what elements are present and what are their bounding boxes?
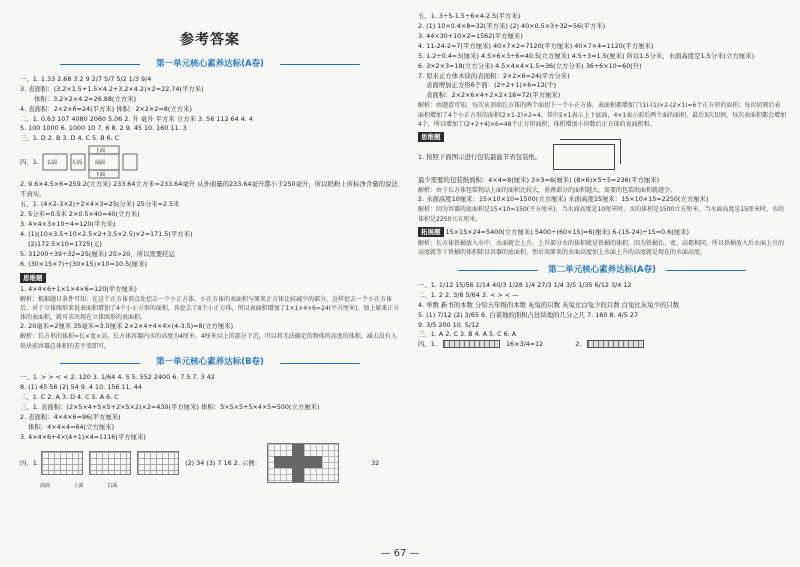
answer-line-figure [418, 224, 786, 239]
answer-line: 1. 4×4×6+1×1×4×6=120(平方厘米) [20, 284, 137, 293]
bar-figure [443, 340, 500, 348]
answer-line: 4. 表面积：2×2×6=24(平方米) 体积：2×2×2=8(立方米) [20, 104, 192, 113]
answer-line: 5. (1) 7/12 (2) 3/65 6. 白菜地的面积占这块地的几分之几 7. 160 8. 4/5 27 [418, 310, 639, 319]
grid-caption: 上面 [73, 482, 84, 489]
answer-line: 5. 100 1000 6. 1000 10 7. 6 8. 2 9. 45 10. 160 11. 3 [20, 124, 187, 133]
explanation: 解析：由题意可知，每次从顶端长方体的两个面切下一个小正方体，表面积都增加了(1)-(1)×2-(2×1)=6个正方形的面积；每次切割后表面积增加了4个小正方形的面积(2×1-2)×2=4，其中2×1表示上下底面，4×1表示前后两个面的面积，最后3次切割，每次表面积都会增加4个，所以增加了(2+2+4)×6=48个正方形面积，体积增加小块数后正方体的表面积和。 [418, 102, 786, 128]
grid-caption: 前面 [40, 482, 51, 489]
answer-line-figure [418, 144, 786, 170]
answer-line: 4. 单数 新书的本数 分给五年级的本数 灰兔的只数 灰兔比白兔少的只数 白兔比灰兔少的只数 [418, 300, 680, 309]
answer-line: 表面增加正方形6个面：(2÷2+1)×6=12(个) [426, 81, 557, 90]
answer-text: 16×3/4=12 [505, 340, 544, 349]
answer-line: (2)172.5×10=1725(元) [28, 239, 102, 248]
fig-label: 前面 [94, 160, 105, 167]
answer-line: 7. 原来正方体木块的表面积：2×2×6=24(平方分米) [418, 71, 570, 80]
grid-figure [89, 451, 131, 475]
answer-line: 4. 11-24-2=7(平方厘米) 40×7×2=7120(平方厘米) 40×7×4=1120(平方厘米) [418, 41, 654, 50]
explanation: 解析：由于长方体包装物品上面的面积比较大，重叠部分的面积越大，需要的包装纸面积就越少。 [418, 187, 677, 195]
answer-line: 2. 20毫米=2厘米 35毫米=3.5厘米 2×2×4+4×4×(4-3.5)=8(立方厘米) [20, 322, 234, 331]
grid-figure [137, 451, 179, 475]
page-number: — 67 — [380, 548, 420, 559]
answer-line-figure [20, 443, 400, 483]
answer-line: 2. 9.6×4.5×6=259.2(立方米) 233.64立方米=233.64毫升 从外面量的233.64毫升都小于250毫升，所以奶粉上所标净含量的说法不真实。 [20, 180, 398, 199]
answer-line: 一、1. 1/12 15/56 1/14 40/3 1/28 1/4 27/3 1/4 3/5 1/35 6/12 3/4 12 [418, 280, 632, 289]
answer-line: 3. 4×4×6+4×(4+1)×4=1116(平方厘米) [20, 432, 146, 441]
answer-line: 5. 1.2÷0.4=3(厘米) 4.5×6×3÷6=40.5(立方厘米) 4.5÷3=1.5(厘米) 所以1.5分米，水面高度是1.5分米(立方厘米) [418, 51, 755, 60]
answer-line: 8. (1) 45 56 (2) 54 9. 4 10. 156 11. 44 [20, 383, 142, 392]
fig-label: 下面 [94, 172, 105, 179]
answer-line: 5. 31200÷39÷32=25(厘米) 25>20，所以需要托运 [20, 249, 176, 258]
extension-label: 拓展题 [418, 227, 444, 237]
grid-captions [20, 483, 400, 491]
box-figure [553, 144, 615, 170]
fig-label: 右面 [46, 160, 57, 167]
page-title: 参考答案 [180, 32, 240, 48]
answer-line-figure [418, 195, 786, 205]
answer-line: 6. (30×15×7)÷(30×15)×10=10.5(厘米) [20, 259, 147, 268]
answer-line: 3. 表面积：(3.2×1.5+1.5×4.2+3.2×4.2)×2=22.74(平方米) [20, 84, 204, 93]
right-column [418, 12, 786, 350]
answer-text: 15×15×24=5400(立方厘米) 5400÷(60×15)=6(厘米) 6-(15-24)÷15=0.6(厘米) [445, 227, 689, 236]
answer-line: 2. (1) 10×0.4×8=32(平方米) (2) 40×0.5×3+32=56(平方米) [418, 21, 606, 30]
answer-label: 四、1. [418, 340, 437, 349]
fig-label: 上面 [94, 148, 105, 155]
answer-line: 一、1. > > < < 2. 120 3. 1/64 4. 5 5. 552 2400 6. 7.5 7. 3 42 [20, 373, 215, 382]
answer-line: 二、1. C 2. A 3. D 4. C 5. A 6. C [20, 393, 119, 402]
answer-text: (2) 34 (3) 7 16 2. 示例： [185, 458, 261, 467]
answer-text: 32 [371, 458, 380, 467]
answer-line: 五、1. (4×2-3×2)÷2×4×3=25(分米) 25分米=2.5米 [20, 200, 180, 209]
answer-line: 三、1. A 2. C 3. B 4. A 5. C 6. A [418, 330, 517, 339]
answer-label: 四、1. [20, 458, 39, 467]
left-column [20, 12, 400, 490]
answer-line: 体积：4×4×4=64(立方厘米) [28, 422, 115, 431]
answer-line-figure [418, 340, 786, 350]
answer-line: 2. 表面积：4×4×6=96(平方厘米) [20, 412, 121, 421]
explanation: 解析：长方体铁桶放入水中，水面就会上升，上升部分水的体积就是铁桶的体积。因为铁桶长、宽、高都相同，所以铁桶放入后水面上升的高度就等于铁桶的体积除以容器的底面积，然后用原来的水面高度加上水面上升的高度就是现在的水面高度。 [418, 240, 785, 257]
explanation: 解析：根据题目条件可知：在这个正方体顶点处挖去一个小正方体，小正方体的表面积与原来正方体比较减少的部分，这样挖去一个小正方体后，对于立体图形来说表面积增加了4个小正方形的面积，共挖去了6个小正方体，所以表面积增加了1×1×4×6=24(平方厘米)，加上原来正方体的表面积，就可求出现在立体图形的表面积。 [20, 295, 400, 322]
answer-text: 1. 按照下面图示进行包装最能节省包装纸。 [418, 153, 542, 162]
answer-line: 一、1. 1.33 2.68 3.2 9 2/7 5/7 5/2 1/3 9/4 [20, 74, 152, 83]
answer-line: 2. 5分米=0.5米 2×0.5×40=40(立方米) [20, 210, 140, 219]
answer-line: 三、1. D 2. B 3. D 4. C 5. B 6. C [20, 134, 120, 143]
answer-label: 2. [575, 340, 582, 349]
view-diagram [41, 144, 151, 180]
answer-line: 最少需要的包装纸面积：4×4=8(厘米) 3×3=6(厘米) (8×6)×5÷5=236(平方厘米) [418, 176, 660, 185]
answer-line: 二、1. 2 2. 3/8 5/64 3. < > < — [418, 290, 519, 299]
answer-line: 二、1. 0.63 107 4080 2060 5.06 2. 升 毫升 平方米 立方米 3. 56 112 64 4. 4 [20, 114, 253, 123]
thinking-label: 思维题 [418, 132, 444, 142]
fig-label: 左面 [71, 160, 82, 167]
section-title-unit1-b: 第一单元核心素养达标(B卷) [20, 356, 400, 369]
answer-line: 体积：3.2×2×4.2=26.88(立方米) [34, 94, 137, 103]
answer-line: 4. (1)(10×3.5+10×2.5×2+3.5×2.5)×2=171.5(平方米) [20, 229, 193, 238]
explanation: 解析：因为容器的底面积是15×10=150(平方厘米)，当水面高度是10厘米时，水的体积是1500立方厘米，当水面高度是15厘米时，水的体积是2250立方厘米。 [418, 206, 784, 223]
answer-text: 2. 水面高度10厘米：15×10×10=1500(立方厘米) 水面高度15厘米：15×10×15=2250(立方厘米) [418, 195, 709, 204]
cross-figure [267, 443, 339, 483]
answer-line: 6. 3×2×3=18(立方分米) 4.5×4×4×1.5=36(立方分米) 36+6×10=60(升) [418, 61, 642, 70]
answer-line: 表面积：2×2×6×4+2×2×18=72(平方厘米) [426, 91, 561, 100]
answer-line: 3. 44×30+10×2=1562(平方厘米) [418, 31, 523, 40]
explanation: 解析：长方形的体积=长×宽×高，长方体容器内水的高度为4厘米，4厘米以上的部分下沉，可以将无法确定的物体的高度的体积，减去没有入铁块前容器总体积的差不变即可。 [20, 333, 397, 350]
bar-figure [587, 340, 644, 348]
grid-caption: 右面 [107, 482, 118, 489]
answer-line: 3. 4×4×3×10÷4=120(平方米) [20, 220, 116, 228]
grid-figure [41, 451, 83, 475]
section-title-unit2-a: 第二单元核心素养达标(A卷) [418, 264, 786, 277]
answer-line-figure [20, 144, 400, 180]
answer-line: 五、1. 3÷5-1.5÷6×4-2.5(平方米) [418, 12, 521, 20]
answer-line: 三、1. 表面积：(2×5×4+5×5+2×5×2)×2=430(平方厘米) 体积：5×5×5+5×4×5=500(立方厘米) [20, 402, 320, 411]
thinking-label: 思维题 [20, 273, 46, 283]
answer-label: 四、1. [20, 158, 39, 167]
answer-line: 9. 3/5 200 10. 5/12 [418, 320, 480, 329]
section-title-unit1-a: 第一单元核心素养达标(A卷) [20, 58, 400, 71]
